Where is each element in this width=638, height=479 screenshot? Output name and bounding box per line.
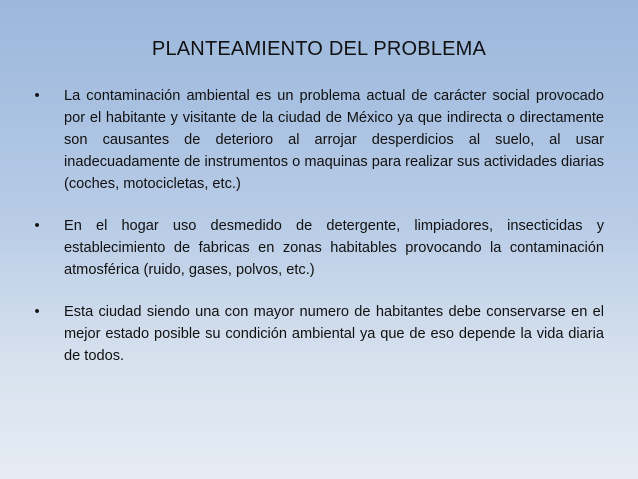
bullet-item bbox=[30, 85, 604, 195]
bullet-text: Esta ciudad siendo una con mayor numero de habitantes debe conservarse en el mejor estado posible su condición ambiental ya que de eso depende la vida diaria de todos. bbox=[64, 304, 604, 364]
slide-title: PLANTEAMIENTO DEL PROBLEMA bbox=[151, 38, 487, 60]
bullet-text: En el hogar uso desmedido de detergente, limpiadores, insecticidas y establecimiento de fabricas en zonas habitables provocando la contaminación atmosférica (ruido, gases, polvos, etc.) bbox=[64, 218, 604, 278]
bullet-dot-icon: • bbox=[34, 88, 40, 104]
bullet-list bbox=[30, 85, 604, 387]
bullet-text: La contaminación ambiental es un problema actual de carácter social provocado por el habitante y visitante de la ciudad de México ya que indirecta o directamente son causantes de deterioro al arrojar desperdicios al suelo, al usar inadecuadamente de instrumentos o maquinas para realizar sus actividades diarias (coches, motocicletas, etc.) bbox=[64, 88, 604, 192]
bullet-dot-icon: • bbox=[34, 218, 40, 234]
bullet-item bbox=[30, 301, 604, 367]
bullet-dot-icon: • bbox=[34, 304, 40, 320]
bullet-item bbox=[30, 215, 604, 281]
